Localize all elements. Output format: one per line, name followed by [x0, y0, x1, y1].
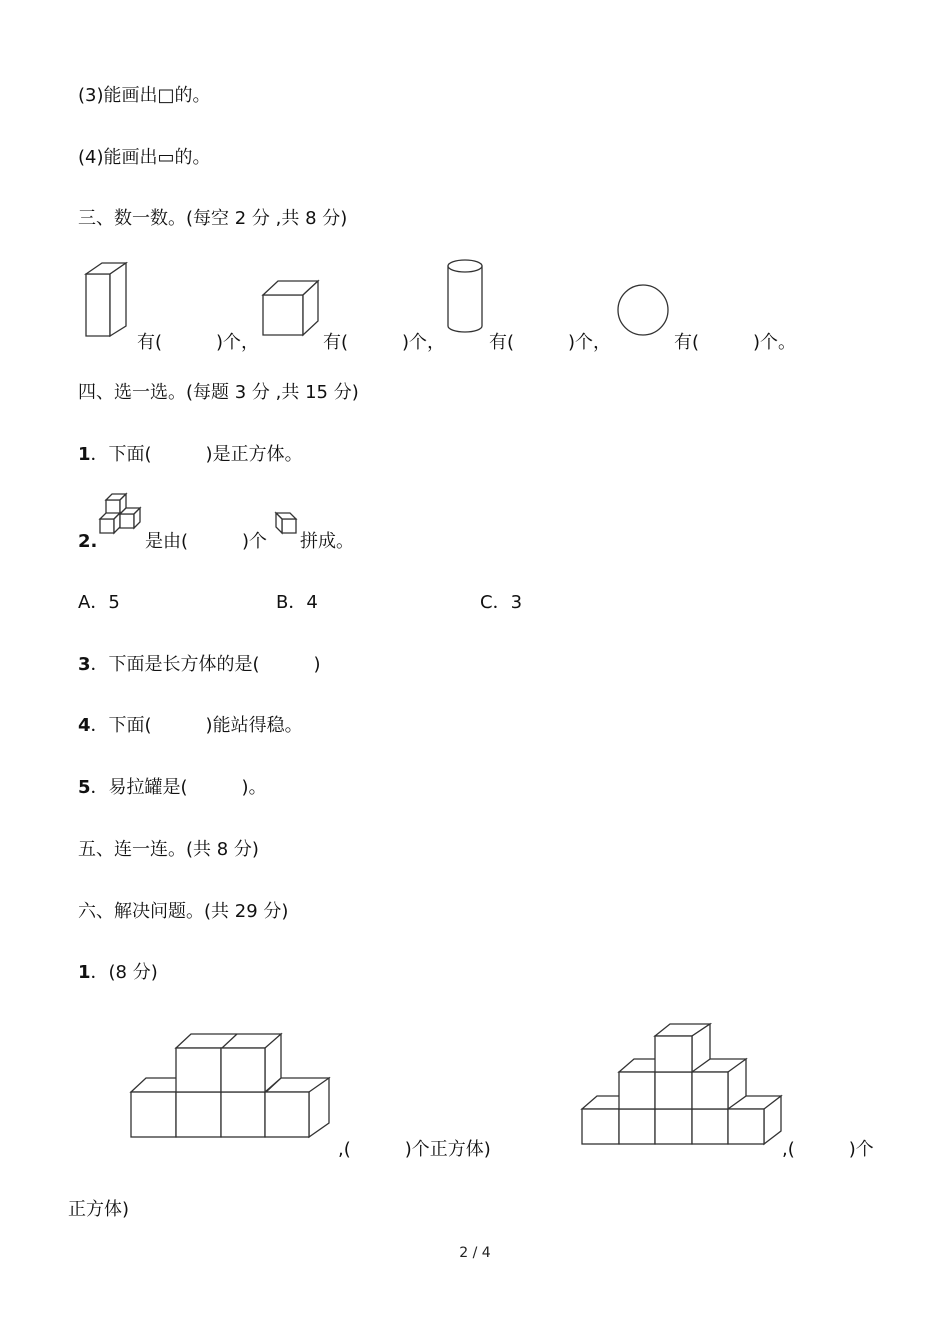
choice-question-3	[78, 653, 321, 677]
option-a: A．5	[78, 592, 120, 613]
page-number: 2 / 4	[459, 1245, 491, 1261]
question-text: ．下面是长方体的是( )	[90, 654, 321, 675]
question-text: ．下面( )能站得稳。	[90, 715, 303, 736]
choice-question-2-text-b: 拼成。	[300, 531, 354, 552]
sphere-figure	[616, 283, 672, 339]
question-text: ．下面( )是正方体。	[90, 444, 303, 465]
answer-left: ,( )个正方体)	[338, 1139, 491, 1160]
choice-question-5	[78, 776, 267, 800]
cube-figure	[261, 278, 321, 338]
count-answer-2: 有( )个，	[323, 332, 446, 353]
count-answer-1: 有( )个，	[137, 332, 260, 353]
question-number: 1	[78, 444, 91, 465]
section-4-title: 四、选一选。(每题 3 分 ,共 15 分)	[78, 382, 359, 403]
stacked-cubes-figure	[99, 492, 147, 536]
section-5-title: 五、连一连。(共 8 分)	[78, 839, 259, 860]
count-answer-4: 有( )个。	[674, 332, 797, 353]
section-3-title: 三、数一数。(每空 2 分 ,共 8 分)	[78, 208, 348, 229]
choice-question-2-text-a: 是由( )个	[145, 531, 268, 552]
problem-question-1	[78, 961, 158, 985]
section-6-title: 六、解决问题。(共 29 分)	[78, 901, 289, 922]
question-number: 3	[78, 654, 91, 675]
question-number: 1	[78, 962, 91, 983]
option-b: B．4	[276, 592, 318, 613]
choice-question-1	[78, 443, 303, 467]
answer-right: ,( )个	[782, 1139, 874, 1160]
cube-stack-left-figure	[130, 1032, 332, 1140]
option-c: C．3	[480, 592, 523, 613]
small-cube-figure	[275, 512, 299, 536]
choice-question-4	[78, 714, 303, 738]
answer-right-continued: 正方体)	[68, 1199, 130, 1220]
question-text: ．易拉罐是( )。	[90, 777, 267, 798]
cuboid-figure	[84, 260, 130, 340]
question-number: 4	[78, 715, 91, 736]
question-text: ．(8 分)	[90, 962, 158, 983]
cube-stack-right-figure	[581, 1022, 785, 1148]
question-number: 5	[78, 777, 91, 798]
item-4-text: (4)能画出▭的。	[78, 147, 211, 168]
cylinder-figure	[446, 258, 486, 338]
choice-question-2-number: 2.	[78, 531, 98, 552]
count-answer-3: 有( )个，	[489, 332, 612, 353]
item-3-text: (3)能画出□的。	[78, 85, 211, 106]
